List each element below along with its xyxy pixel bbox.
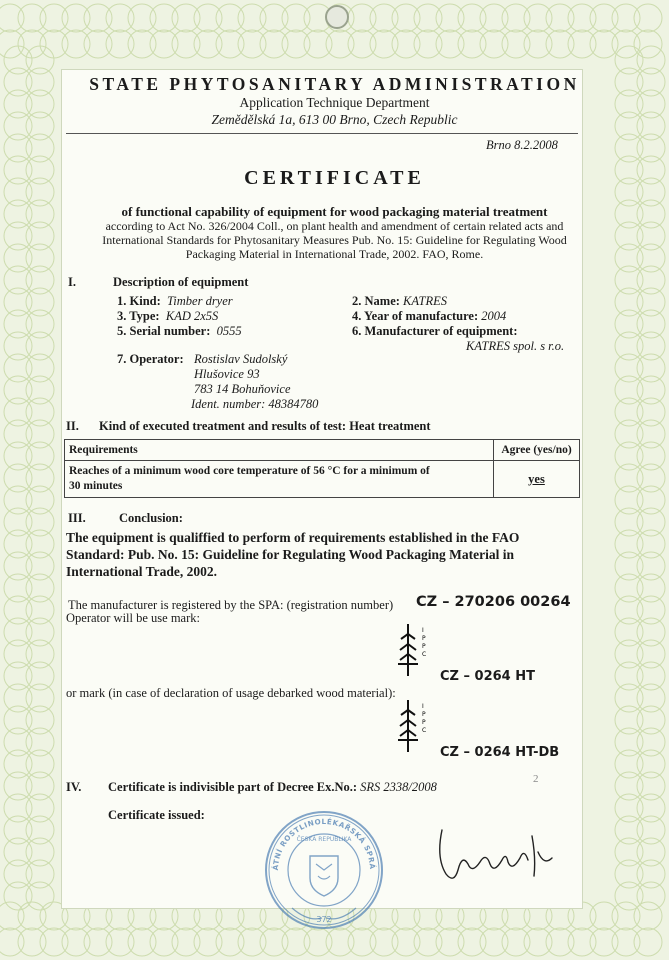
operator-mark-text: Operator will be use mark: [66,611,200,625]
legal-line: according to Act No. 326/2004 Coll., on plant health and amendment of certain related acts and [105,219,564,233]
operator-street: Hlušovice 93 [194,367,260,381]
ippc-mark-icon [396,698,432,754]
field-value: 2004 [481,309,507,323]
stamp-number: 372 [316,915,332,924]
field-label: 2. Name: [352,294,400,308]
header-divider [66,133,578,134]
ippc-letter: I [422,627,424,634]
conclusion-line: International Trade, 2002. [66,564,218,579]
conclusion-line: Standard: Pub. No. 15: Guideline for Regulating Wood Packaging Material in [66,547,515,562]
department-name: Application Technique Department [239,95,430,110]
margin-note: 2 [533,773,539,785]
ippc-letter: C [422,651,427,658]
field-value: 0555 [216,324,242,338]
table-header-cell: Agree (yes/no) [494,440,580,461]
field-label: 1. Kind: [117,294,161,308]
section-heading: Conclusion: [119,511,183,525]
place-date: Brno 8.2.2008 [486,138,558,152]
ippc-letter: I [422,703,424,710]
field-value: KATRES [403,294,448,308]
section-number: III. [68,511,86,525]
certificate-subtitle: of functional capability of equipment for wood packaging material treatment [121,204,548,219]
stamp-subtext: ČESKÁ REPUBLIKA [296,836,352,843]
operator-ident: Ident. number: 48384780 [191,397,319,411]
legal-line: Packaging Material in International Trade, 2002. FAO, Rome. [185,247,484,261]
organization-title: STATE PHYTOSANITARY ADMINISTRATION [89,74,580,94]
certificate-title: CERTIFICATE [244,167,425,189]
legal-line: International Standards for Phytosanitary Measures Pub. No. 15: Guideline for Regulating Wood [102,233,567,247]
name-field [352,294,447,309]
operator-city: 783 14 Bohuňovice [194,382,291,396]
field-value: Timber dryer [167,294,233,308]
table-header-row [65,440,580,461]
manufacturer-label: 6. Manufacturer of equipment: [352,324,518,338]
requirement-line: Reaches of a minimum wood core temperature of 56 °C for a minimum of [69,465,430,477]
requirement-line: 30 minutes [69,480,123,492]
operator-name: Rostislav Sudolský [194,352,288,366]
mark1-code: CZ – 0264 HT [440,669,535,684]
registration-text: The manufacturer is registered by the SPA: (registration number) [68,598,394,612]
requirements-table [64,439,580,498]
ippc-letter: P [422,711,426,718]
official-stamp [262,808,386,937]
ippc-letter: P [422,635,426,642]
table-header-cell: Requirements [65,440,494,461]
address: Zemědělská 1a, 613 00 Brno, Czech Republic [211,112,458,127]
field-value: KAD 2x5S [165,309,219,323]
ippc-letter: P [422,643,426,650]
ippc-mark-icon [396,622,432,678]
table-row [65,461,580,498]
field-value: SRS 2338/2008 [360,780,437,794]
punch-hole [325,5,349,29]
alt-mark-text: or mark (in case of declaration of usage debarked wood material): [66,686,396,700]
section-number: II. [66,419,79,433]
agree-value: yes [494,461,580,498]
operator-label: 7. Operator: [117,352,184,366]
type-field [117,309,218,324]
section-heading: Kind of executed treatment and results of test: Heat treatment [99,419,431,433]
registration-number: CZ – 270206 00264 [416,594,571,610]
kind-field [117,294,233,309]
conclusion-line: The equipment is qualiffied to perform of requirements established in the FAO [66,530,520,545]
certificate-issued-label: Certificate issued: [108,808,205,822]
decree-field [108,780,437,795]
section-number: IV. [66,780,82,794]
ippc-letter: C [422,727,427,734]
section-number: I. [68,275,76,289]
section-heading: Description of equipment [113,275,249,289]
stamp-text: ÁTNÍ ROSTLINOLÉKAŘSKÁ SPRÁ [270,816,378,871]
manufacturer-value: KATRES spol. s r.o. [466,339,565,353]
handwritten-signature [428,818,568,893]
year-field [352,309,506,324]
table-cell [65,461,494,498]
serial-field [117,324,242,339]
mark2-code: CZ – 0264 HT-DB [440,745,560,760]
field-label: Certificate is indivisible part of Decree Ex.No.: [108,780,358,794]
field-label: 4. Year of manufacture: [352,309,479,323]
field-label: 5. Serial number: [117,324,211,338]
ippc-letter: P [422,719,426,726]
field-label: 3. Type: [117,309,160,323]
